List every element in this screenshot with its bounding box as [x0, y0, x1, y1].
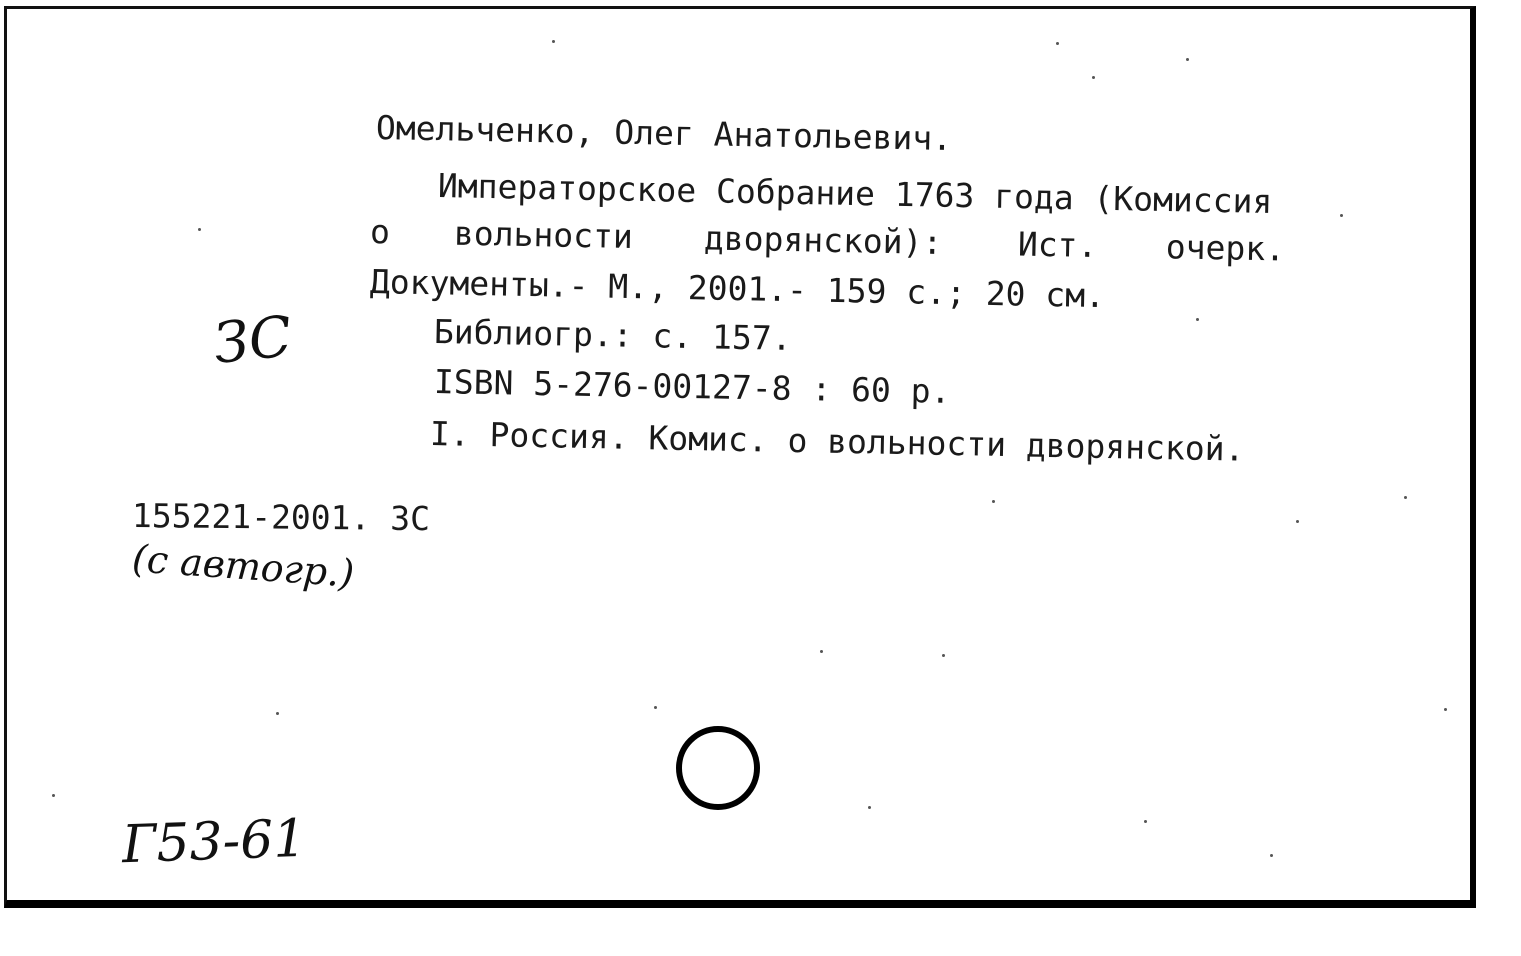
dust-speck [1404, 496, 1407, 499]
dust-speck [276, 712, 279, 715]
dust-speck [1270, 854, 1273, 857]
dust-speck [1296, 520, 1299, 523]
title-word: дворянской): [703, 218, 943, 262]
dust-speck [1196, 318, 1199, 321]
dust-speck [1092, 76, 1095, 79]
title-word: вольности [453, 213, 634, 257]
dust-speck [868, 806, 871, 809]
handwritten-shelf-mark: ЗС [210, 304, 295, 377]
punch-hole [676, 726, 760, 810]
isbn-price: ISBN 5-276-00127-8 : 60 р. [433, 362, 951, 411]
title-word: очерк. [1165, 227, 1286, 269]
dust-speck [552, 40, 555, 43]
dust-speck [820, 650, 823, 653]
title-line-3: Документы.- М., 2001.- 159 с.; 20 см. [369, 262, 1106, 316]
dust-speck [52, 794, 55, 797]
dust-speck [654, 706, 657, 709]
title-line-1: Императорское Собрание 1763 года (Комиссия [437, 166, 1273, 222]
title-word: о [369, 212, 391, 252]
accession-number: 155221-2001. ЗС [131, 496, 431, 539]
dust-speck [198, 228, 201, 231]
author-heading: Омельченко, Олег Анатольевич. [375, 108, 953, 159]
dust-speck [942, 654, 945, 657]
dust-speck [1056, 42, 1059, 45]
subject-entry: I. Россия. Комис. о вольности дворянской. [429, 414, 1245, 469]
handwritten-card-code: Г53-61 [121, 808, 308, 876]
title-word: Ист. [1017, 224, 1098, 265]
bibliography-note: Библиогр.: с. 157. [433, 312, 792, 358]
dust-speck [1186, 58, 1189, 61]
handwritten-autograph-note: (с автогр.) [130, 536, 356, 596]
dust-speck [1144, 820, 1147, 823]
dust-speck [992, 500, 995, 503]
dust-speck [1444, 708, 1447, 711]
dust-speck [1340, 214, 1343, 217]
